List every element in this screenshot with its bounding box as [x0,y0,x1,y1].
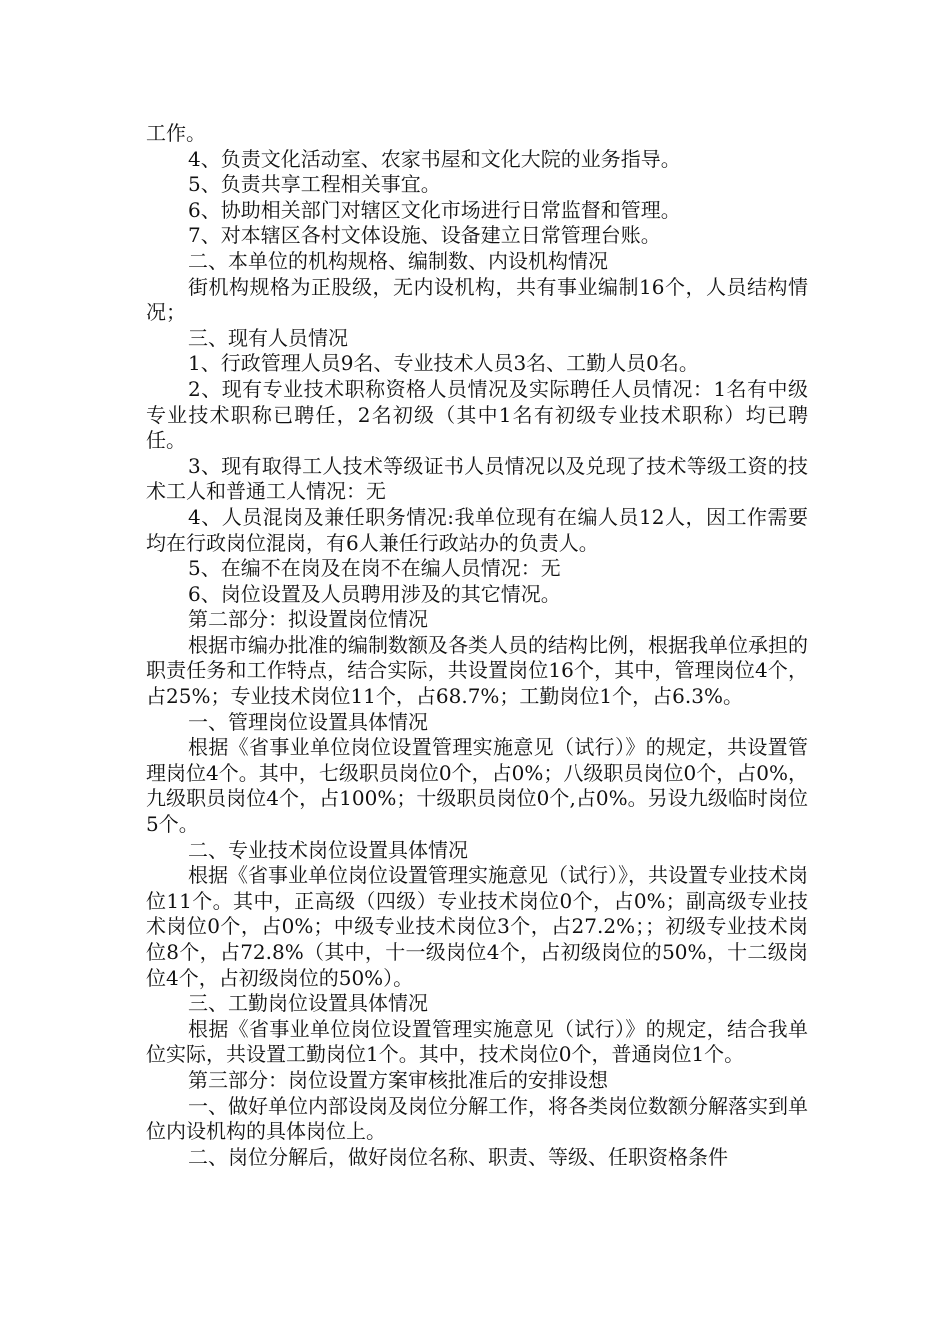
part-heading: 第二部分：拟设置岗位情况 [188,607,428,632]
paragraph: 根据《省事业单位岗位设置管理实施意见（试行）》的规定，结合我单位实际，共设置工勤岗位1个。其中，技术岗位0个，普通岗位1个。 [146,1016,808,1067]
section-heading: 二、专业技术岗位设置具体情况 [188,837,468,862]
paragraph: 根据《省事业单位岗位设置管理实施意见（试行）》的规定，共设置管理岗位4个。其中，七级职员岗位0个，占0%；八级职员岗位0个，占0%，九级职员岗位4个，占100%；十级职员岗位0个,占0%。另设九级临时岗位5个。 [146,735,808,837]
paragraph: 1、行政管理人员9名、专业技术人员3名、工勤人员0名。 [188,351,699,376]
paragraph: 二、岗位分解后，做好岗位名称、职责、等级、任职资格条件 [188,1144,728,1169]
paragraph: 2、现有专业技术职称资格人员情况及实际聘任人员情况：1名有中级专业技术职称已聘任，2名初级（其中1名有初级专业技术职称）均已聘任。 [146,376,808,453]
paragraph: 4、人员混岗及兼任职务情况:我单位现有在编人员12人，因工作需要均在行政岗位混岗，有6人兼任行政站办的负责人。 [146,504,808,555]
paragraph: 根据《省事业单位岗位设置管理实施意见（试行）》，共设置专业技术岗位11个。其中，正高级（四级）专业技术岗位0个，占0%；副高级专业技术岗位0个，占0%；中级专业技术岗位3个，占27.2%；；初级专业技术岗位8个，占72.8%（其中，十一级岗位4个，占初级岗位的50%，十二级岗位4个，占初级岗位的50%）。 [146,863,808,990]
section-heading: 三、工勤岗位设置具体情况 [188,991,428,1016]
paragraph: 根据市编办批准的编制数额及各类人员的结构比例，根据我单位承担的职责任务和工作特点，结合实际，共设置岗位16个，其中，管理岗位4个，占25%；专业技术岗位11个，占68.7%；工勤岗位1个，占6.3%。 [146,632,808,709]
paragraph: 街机构规格为正股级，无内设机构，共有事业编制16个，人员结构情况； [146,274,808,325]
paragraph: 6、岗位设置及人员聘用涉及的其它情况。 [188,581,561,606]
section-heading: 二、本单位的机构规格、编制数、内设机构情况 [188,248,608,273]
part-heading: 第三部分：岗位设置方案审核批准后的安排设想 [188,1067,608,1092]
document-body [146,121,808,1170]
paragraph: 4、负责文化活动室、农家书屋和文化大院的业务指导。 [188,146,681,171]
paragraph: 7、对本辖区各村文体设施、设备建立日常管理台账。 [188,223,661,248]
paragraph: 5、负责共享工程相关事宜。 [188,172,441,197]
paragraph: 3、现有取得工人技术等级证书人员情况以及兑现了技术等级工资的技术工人和普通工人情况：无 [146,453,808,504]
paragraph: 一、做好单位内部设岗及岗位分解工作，将各类岗位数额分解落实到单位内设机构的具体岗位上。 [146,1093,808,1144]
paragraph: 5、在编不在岗及在岗不在编人员情况：无 [188,556,561,581]
paragraph: 工作。 [146,121,206,145]
section-heading: 三、现有人员情况 [188,325,348,350]
section-heading: 一、管理岗位设置具体情况 [188,709,428,734]
paragraph: 6、协助相关部门对辖区文化市场进行日常监督和管理。 [188,197,681,222]
